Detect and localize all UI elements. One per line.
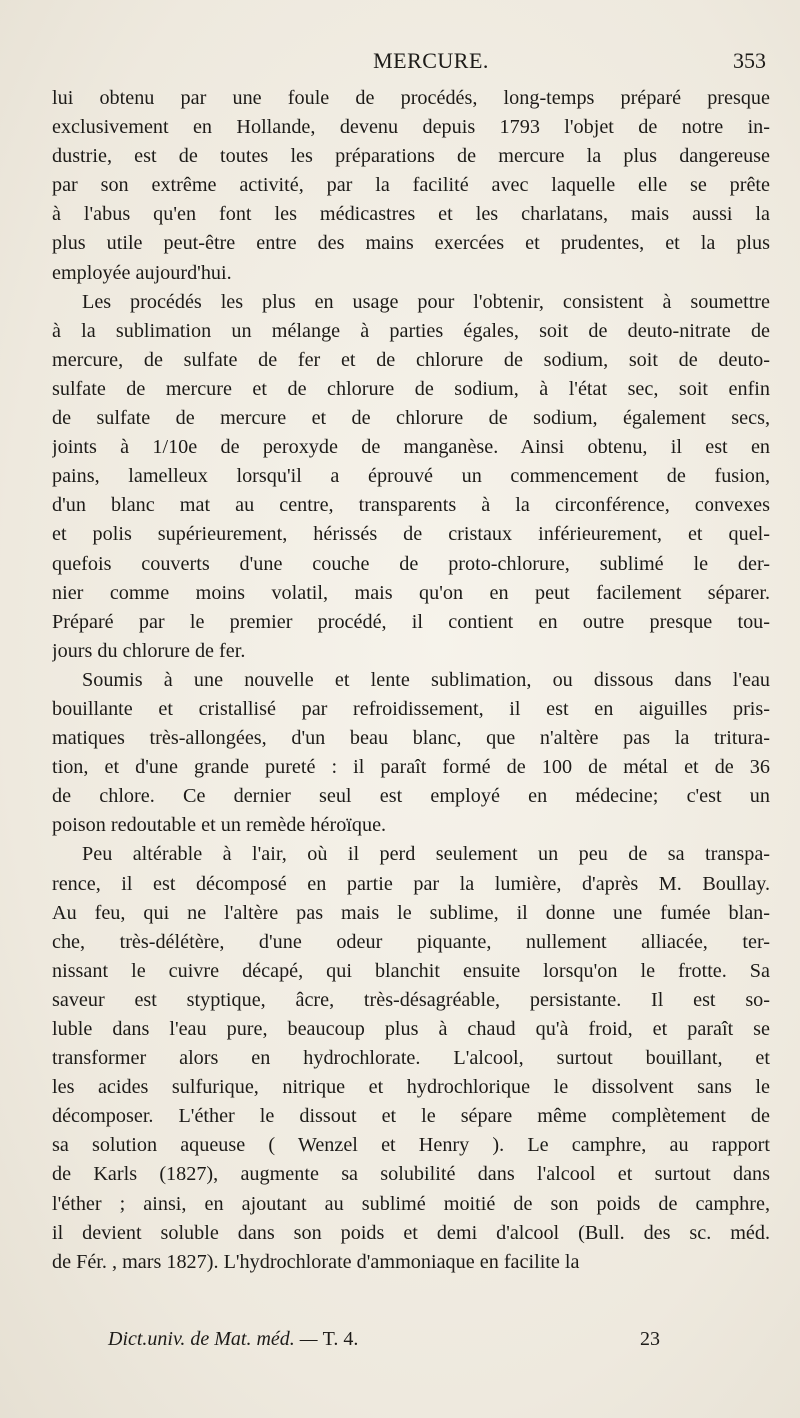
text-line: Les procédés les plus en usage pour l'obtenir, consistent à soumettre xyxy=(82,290,770,313)
text-line: employée aujourd'hui. xyxy=(52,261,232,284)
text-line: de Fér. , mars 1827). L'hydrochlorate d'ammoniaque en facilite la xyxy=(52,1250,580,1273)
text-line: bouillante et cristallisé par refroidissement, il est en aiguilles pris- xyxy=(52,697,770,720)
signature-volume: T. 4. xyxy=(322,1328,359,1350)
text-line: à l'abus qu'en font les médicastres et les charlatans, mais aussi la xyxy=(52,203,770,226)
body-text xyxy=(52,84,770,1277)
text-line: et polis supérieurement, hérissés de cristaux inférieurement, et quel- xyxy=(52,523,770,546)
signature-mark: 23 xyxy=(640,1328,660,1350)
paragraph xyxy=(52,288,770,666)
text-line: Peu altérable à l'air, où il perd seulement un peu de sa transpa- xyxy=(82,843,770,866)
text-line: plus utile peut-être entre des mains exercées et prudentes, et la plus xyxy=(52,232,770,255)
text-line: nissant le cuivre décapé, qui blanchit ensuite lorsqu'on le frotte. Sa xyxy=(52,959,770,982)
text-line: de sulfate de mercure et de chlorure de sodium, également secs, xyxy=(52,407,770,430)
text-line: rence, il est décomposé en partie par la lumière, d'après M. Boullay. xyxy=(52,872,770,895)
text-line: par son extrême activité, par la facilité avec laquelle elle se prête xyxy=(52,174,770,197)
signature-title: Dict.univ. de Mat. méd. — xyxy=(108,1328,318,1350)
text-line: nier comme moins volatil, mais qu'on en peut facilement séparer. xyxy=(52,581,770,604)
text-line: transformer alors en hydrochlorate. L'alcool, surtout bouillant, et xyxy=(52,1047,770,1070)
page-number: 353 xyxy=(733,48,766,73)
text-line: à la sublimation un mélange à parties égales, soit de deuto-nitrate de xyxy=(52,319,770,342)
text-line: sulfate de mercure et de chlorure de sodium, à l'état sec, soit enfin xyxy=(52,377,770,400)
text-line: les acides sulfurique, nitrique et hydrochlorique le dissolvent sans le xyxy=(52,1076,770,1099)
paragraph xyxy=(52,84,770,288)
running-head: MERCURE. xyxy=(373,48,489,73)
text-line: de Karls (1827), augmente sa solubilité dans l'alcool et surtout dans xyxy=(52,1163,770,1186)
text-line: quefois couverts d'une couche de proto-chlorure, sublimé le der- xyxy=(52,552,770,575)
text-line: lui obtenu par une foule de procédés, long-temps préparé presque xyxy=(52,87,770,109)
text-line: mercure, de sulfate de fer et de chlorure de sodium, soit de deuto- xyxy=(52,348,770,371)
text-line: Au feu, qui ne l'altère pas mais le sublime, il donne une fumée blan- xyxy=(52,901,770,924)
text-line: d'un blanc mat au centre, transparents à la circonférence, convexes xyxy=(52,494,770,517)
text-line: de chlore. Ce dernier seul est employé en médecine; c'est un xyxy=(52,785,770,808)
text-line: saveur est styptique, âcre, très-désagréable, persistante. Il est so- xyxy=(52,988,770,1011)
signature-line xyxy=(108,1328,358,1351)
text-line: sa solution aqueuse ( Wenzel et Henry ). Le camphre, au rapport xyxy=(52,1134,770,1157)
text-line: jours du chlorure de fer. xyxy=(52,639,246,662)
paragraph xyxy=(52,840,770,1276)
text-line: pains, lamelleux lorsqu'il a éprouvé un commencement de fusion, xyxy=(52,465,770,488)
text-line: joints à 1/10e de peroxyde de manganèse. Ainsi obtenu, il est en xyxy=(52,436,770,459)
text-line: Préparé par le premier procédé, il contient en outre presque tou- xyxy=(52,610,770,633)
text-line: dustrie, est de toutes les préparations de mercure la plus dangereuse xyxy=(52,145,770,168)
text-line: décomposer. L'éther le dissout et le sépare même complètement de xyxy=(52,1105,770,1128)
text-line: Soumis à une nouvelle et lente sublimation, ou dissous dans l'eau xyxy=(82,668,770,691)
text-line: luble dans l'eau pure, beaucoup plus à chaud qu'à froid, et paraît se xyxy=(52,1018,770,1040)
text-line: l'éther ; ainsi, en ajoutant au sublimé moitié de son poids de camphre, xyxy=(52,1192,770,1215)
text-line: il devient soluble dans son poids et demi d'alcool (Bull. des sc. méd. xyxy=(52,1221,770,1244)
paragraph xyxy=(52,666,770,841)
text-line: matiques très-allongées, d'un beau blanc, que n'altère pas la tritura- xyxy=(52,727,770,750)
text-line: poison redoutable et un remède héroïque. xyxy=(52,814,387,837)
page-header xyxy=(52,48,770,80)
text-line: tion, et d'une grande pureté : il paraît formé de 100 de métal et de 36 xyxy=(52,756,770,779)
text-line: exclusivement en Hollande, devenu depuis 1793 l'objet de notre in- xyxy=(52,116,770,139)
page-footer xyxy=(52,1328,770,1358)
text-line: che, très-délétère, d'une odeur piquante, nullement alliacée, ter- xyxy=(52,930,770,953)
